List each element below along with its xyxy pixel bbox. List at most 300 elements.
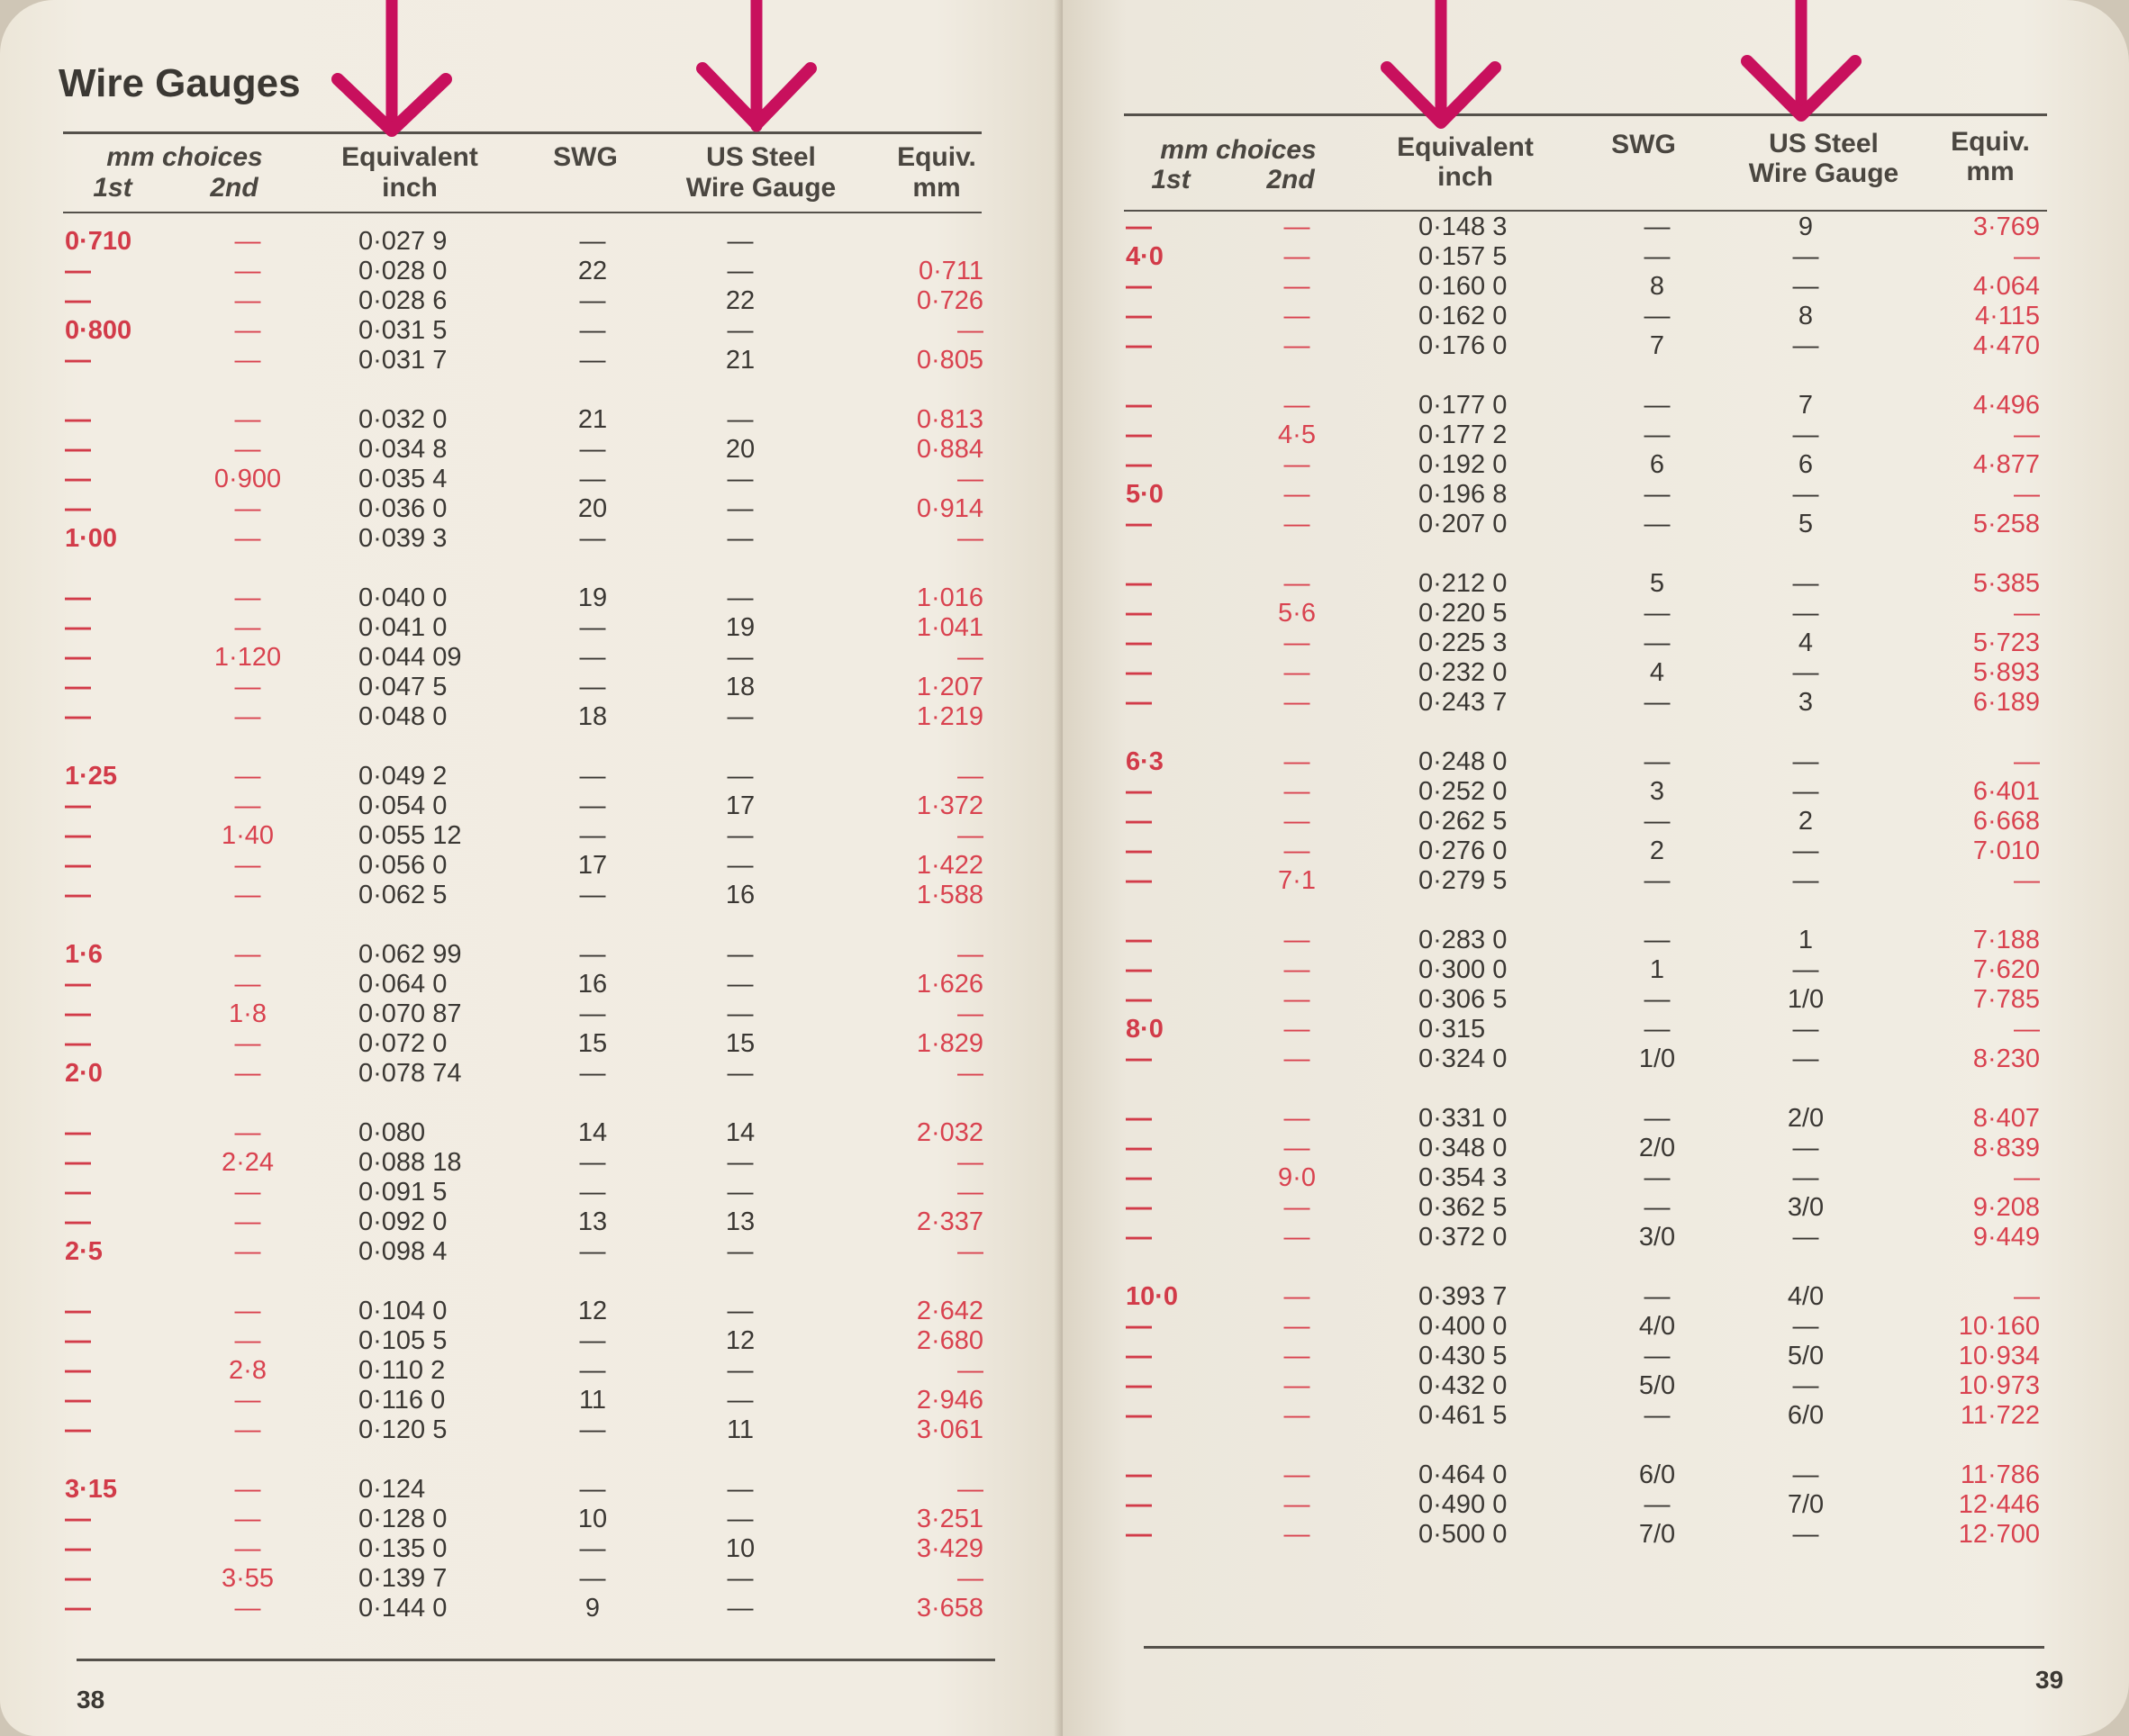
us-steel-value: 18 — [725, 673, 756, 701]
left-page — [0, 0, 1063, 1736]
equiv-mm: 2·946 — [916, 1386, 983, 1415]
equiv-mm: — — [2014, 747, 2040, 776]
table-row — [1063, 599, 2129, 628]
table-row — [1063, 391, 2129, 420]
swg-value: — — [579, 940, 606, 969]
swg-value: 1/0 — [1638, 1044, 1676, 1073]
us-steel-value: 16 — [725, 881, 756, 909]
first-choice: — — [1126, 628, 1152, 657]
header-swg: SWG — [553, 142, 618, 172]
us-steel-value: — — [1792, 1460, 1819, 1489]
first-choice: 0·710 — [65, 227, 132, 256]
table-row — [0, 702, 1063, 732]
header-equivalent: Equivalent — [1397, 132, 1534, 162]
swg-value: — — [579, 1148, 606, 1177]
us-steel-value: — — [1792, 272, 1819, 301]
table-row — [1063, 1401, 2129, 1431]
swg-value: — — [1644, 1193, 1671, 1222]
equiv-mm: 5·893 — [1972, 658, 2040, 687]
equiv-mm: — — [2014, 866, 2040, 895]
second-choice: — — [1283, 688, 1310, 717]
first-choice: 8·0 — [1126, 1015, 1164, 1044]
swg-value: — — [579, 1237, 606, 1266]
equivalent-inch: 0·031 7 — [358, 346, 448, 375]
table-row — [1063, 1104, 2129, 1134]
equiv-mm: 3·658 — [916, 1594, 983, 1623]
table-row — [1063, 747, 2129, 777]
equivalent-inch: 0·120 5 — [358, 1415, 448, 1444]
table-row — [0, 465, 1063, 494]
table-row — [0, 227, 1063, 257]
swg-value: — — [579, 762, 606, 791]
second-choice: — — [234, 257, 261, 285]
equivalent-inch: 0·139 7 — [358, 1564, 448, 1593]
header-second: 2nd — [1266, 165, 1315, 194]
first-choice: — — [65, 465, 91, 493]
second-choice: — — [234, 286, 261, 315]
first-choice: — — [1126, 1312, 1152, 1341]
equiv-mm: 4·877 — [1972, 450, 2040, 479]
equiv-mm: 1·207 — [916, 673, 983, 701]
second-choice: — — [234, 1415, 261, 1444]
table-row — [1063, 302, 2129, 331]
swg-value: — — [579, 791, 606, 820]
first-choice: — — [1126, 302, 1152, 330]
second-choice: — — [1283, 777, 1310, 806]
first-choice: — — [65, 1534, 91, 1563]
table-row — [0, 316, 1063, 346]
table-row — [1063, 1520, 2129, 1550]
second-choice: — — [1283, 836, 1310, 865]
equiv-mm: 11·722 — [1960, 1401, 2040, 1430]
second-choice: 9·0 — [1278, 1163, 1316, 1192]
second-choice: — — [234, 435, 261, 464]
equiv-mm: 7·188 — [1972, 926, 2040, 954]
swg-value: 7/0 — [1638, 1520, 1676, 1549]
swg-value: — — [1644, 1490, 1671, 1519]
us-steel-value: — — [727, 524, 754, 553]
second-choice: 2·8 — [229, 1356, 267, 1385]
header-mm-choices: mm choices — [106, 142, 263, 172]
us-steel-value: — — [1792, 1371, 1819, 1400]
equivalent-inch: 0·049 2 — [358, 762, 448, 791]
table-row — [1063, 1371, 2129, 1401]
table-row — [0, 791, 1063, 821]
table-row — [0, 1415, 1063, 1445]
header-us-steel: US Steel — [706, 142, 816, 172]
us-steel-value: — — [727, 762, 754, 791]
equivalent-inch: 0·062 99 — [358, 940, 462, 969]
equivalent-inch: 0·092 0 — [358, 1207, 448, 1236]
swg-value: — — [1644, 599, 1671, 628]
first-choice: — — [1126, 1490, 1152, 1519]
table-row — [1063, 1193, 2129, 1223]
first-choice: — — [65, 673, 91, 701]
equivalent-inch: 0·104 0 — [358, 1297, 448, 1325]
equiv-mm: 3·429 — [916, 1534, 983, 1563]
us-steel-value: — — [1792, 480, 1819, 509]
table-row — [0, 613, 1063, 643]
us-steel-value: 5/0 — [1787, 1342, 1825, 1370]
equivalent-inch: 0·135 0 — [358, 1534, 448, 1563]
equivalent-inch: 0·393 7 — [1418, 1282, 1508, 1311]
table-row — [1063, 658, 2129, 688]
first-choice: — — [1126, 1104, 1152, 1133]
equivalent-inch: 0·144 0 — [358, 1594, 448, 1623]
table-row — [0, 673, 1063, 702]
equiv-mm: 3·061 — [916, 1415, 983, 1444]
first-choice: — — [1126, 955, 1152, 984]
equivalent-inch: 0·348 0 — [1418, 1134, 1508, 1162]
table-row — [0, 435, 1063, 465]
us-steel-value: — — [727, 940, 754, 969]
table-row — [0, 494, 1063, 524]
first-choice: — — [1126, 985, 1152, 1014]
second-choice: — — [1283, 1520, 1310, 1549]
swg-value: 2 — [1649, 836, 1665, 865]
arrow-icon — [320, 0, 464, 144]
second-choice: — — [234, 762, 261, 791]
second-choice: — — [1283, 807, 1310, 836]
table-row — [1063, 1223, 2129, 1252]
first-choice: — — [1126, 1460, 1152, 1489]
second-choice: — — [234, 494, 261, 523]
swg-value: 11 — [578, 1386, 607, 1415]
swg-value: — — [1644, 1401, 1671, 1430]
swg-value: — — [1644, 1342, 1671, 1370]
second-choice: — — [1283, 391, 1310, 420]
equiv-mm: — — [2014, 1015, 2040, 1044]
swg-value: 5 — [1649, 569, 1665, 598]
header-second: 2nd — [210, 173, 258, 203]
swg-value: — — [1644, 212, 1671, 241]
equivalent-inch: 0·048 0 — [358, 702, 448, 731]
header-equivalent: Equivalent — [341, 142, 478, 172]
table-row — [1063, 569, 2129, 599]
equiv-mm: — — [957, 1564, 983, 1593]
table-row — [1063, 688, 2129, 718]
us-steel-value: 3/0 — [1787, 1193, 1825, 1222]
us-steel-value: — — [727, 1059, 754, 1088]
table-row — [0, 1356, 1063, 1386]
first-choice: — — [65, 1297, 91, 1325]
second-choice: — — [1283, 272, 1310, 301]
swg-value: — — [579, 1564, 606, 1593]
swg-value: 22 — [577, 257, 608, 285]
table-row — [1063, 777, 2129, 807]
swg-value: 3/0 — [1638, 1223, 1676, 1252]
equivalent-inch: 0·148 3 — [1418, 212, 1508, 241]
second-choice: — — [1283, 450, 1310, 479]
swg-value: — — [579, 286, 606, 315]
swg-value: — — [579, 465, 606, 493]
first-choice: — — [65, 1564, 91, 1593]
us-steel-value: 10 — [725, 1534, 756, 1563]
header-first: 1st — [1151, 165, 1191, 194]
us-steel-value: — — [1792, 420, 1819, 449]
swg-value: — — [1644, 480, 1671, 509]
second-choice: 1·40 — [221, 821, 275, 850]
us-steel-value: — — [727, 227, 754, 256]
second-choice: 5·6 — [1278, 599, 1316, 628]
second-choice: — — [234, 1475, 261, 1504]
us-steel-value: — — [727, 405, 754, 434]
swg-value: — — [1644, 926, 1671, 954]
equiv-mm: 2·680 — [916, 1326, 983, 1355]
swg-value: 20 — [577, 494, 608, 523]
equiv-mm: 9·208 — [1972, 1193, 2040, 1222]
equiv-mm: — — [957, 999, 983, 1028]
equivalent-inch: 0·232 0 — [1418, 658, 1508, 687]
table-row — [0, 405, 1063, 435]
second-choice: — — [1283, 1134, 1310, 1162]
second-choice: — — [234, 227, 261, 256]
equiv-mm: 8·839 — [1972, 1134, 2040, 1162]
second-choice: 2·24 — [221, 1148, 275, 1177]
table-row — [1063, 212, 2129, 242]
equivalent-inch: 0·028 6 — [358, 286, 448, 315]
equiv-mm: 0·711 — [918, 257, 983, 285]
second-choice: 0·900 — [213, 465, 282, 493]
first-choice: — — [1126, 866, 1152, 895]
first-choice: 5·0 — [1126, 480, 1164, 509]
swg-value: — — [1644, 510, 1671, 538]
swg-value: — — [1644, 1104, 1671, 1133]
equiv-mm: 7·785 — [1972, 985, 2040, 1014]
equivalent-inch: 0·034 8 — [358, 435, 448, 464]
second-choice: — — [234, 702, 261, 731]
us-steel-value: — — [727, 1237, 754, 1266]
first-choice: 0·800 — [65, 316, 132, 345]
second-choice: — — [1283, 302, 1310, 330]
second-choice: — — [234, 1118, 261, 1147]
table-row — [0, 1505, 1063, 1534]
us-steel-value: — — [727, 316, 754, 345]
table-row — [0, 1178, 1063, 1207]
swg-value: — — [579, 227, 606, 256]
second-choice: — — [1283, 1342, 1310, 1370]
equivalent-inch: 0·225 3 — [1418, 628, 1508, 657]
header-top-rule — [63, 131, 982, 134]
second-choice: — — [234, 1386, 261, 1415]
us-steel-value: 7 — [1798, 391, 1814, 420]
table-row — [0, 286, 1063, 316]
page-number-left: 38 — [77, 1686, 105, 1713]
us-steel-value: — — [727, 1505, 754, 1533]
first-choice: — — [1126, 450, 1152, 479]
first-choice: — — [1126, 777, 1152, 806]
equivalent-inch: 0·078 74 — [358, 1059, 462, 1088]
swg-value: 8 — [1649, 272, 1665, 301]
table-row — [0, 999, 1063, 1029]
us-steel-value: — — [727, 1475, 754, 1504]
second-choice: — — [234, 613, 261, 642]
swg-value: 5/0 — [1638, 1371, 1676, 1400]
equivalent-inch: 0·044 09 — [358, 643, 462, 672]
us-steel-value: 6 — [1798, 450, 1814, 479]
equivalent-inch: 0·027 9 — [358, 227, 448, 256]
second-choice: — — [1283, 1401, 1310, 1430]
swg-value: — — [1644, 242, 1671, 271]
second-choice: — — [1283, 1460, 1310, 1489]
equivalent-inch: 0·157 5 — [1418, 242, 1508, 271]
second-choice: — — [234, 940, 261, 969]
first-choice: — — [1126, 688, 1152, 717]
us-steel-value: — — [727, 970, 754, 999]
page-title: Wire Gauges — [59, 61, 301, 105]
equiv-mm: — — [2014, 1282, 2040, 1311]
equiv-mm: — — [957, 643, 983, 672]
first-choice: — — [65, 1594, 91, 1623]
footer-rule — [1144, 1646, 2044, 1649]
first-choice: — — [1126, 599, 1152, 628]
us-steel-value: 21 — [725, 346, 756, 375]
second-choice: — — [1283, 1371, 1310, 1400]
equivalent-inch: 0·432 0 — [1418, 1371, 1508, 1400]
us-steel-value: — — [1792, 777, 1819, 806]
header-swg: SWG — [1611, 130, 1676, 159]
equiv-mm: — — [2014, 480, 2040, 509]
table-row — [1063, 450, 2129, 480]
swg-value: — — [1644, 688, 1671, 717]
first-choice: — — [65, 999, 91, 1028]
equivalent-inch: 0·116 0 — [358, 1386, 446, 1415]
second-choice: — — [234, 346, 261, 375]
equiv-mm: 7·620 — [1972, 955, 2040, 984]
first-choice: — — [65, 1415, 91, 1444]
us-steel-value: — — [1792, 331, 1819, 360]
first-choice: — — [1126, 1163, 1152, 1192]
first-choice: — — [65, 1029, 91, 1058]
first-choice: — — [65, 435, 91, 464]
table-row — [1063, 510, 2129, 539]
second-choice: — — [234, 791, 261, 820]
swg-value: — — [579, 524, 606, 553]
swg-value: 18 — [577, 702, 608, 731]
first-choice: — — [65, 1207, 91, 1236]
second-choice: 1·8 — [229, 999, 267, 1028]
second-choice: — — [1283, 331, 1310, 360]
equiv-mm: — — [957, 465, 983, 493]
table-row — [1063, 1044, 2129, 1074]
swg-value: 21 — [577, 405, 608, 434]
equiv-mm: — — [957, 1475, 983, 1504]
equiv-mm: 12·700 — [1958, 1520, 2040, 1549]
second-choice: — — [234, 1029, 261, 1058]
equiv-mm: 7·010 — [1972, 836, 2040, 865]
table-row — [0, 1237, 1063, 1267]
swg-value: 1 — [1649, 955, 1665, 984]
us-steel-value: — — [727, 702, 754, 731]
first-choice: — — [1126, 1193, 1152, 1222]
equivalent-inch: 0·464 0 — [1418, 1460, 1508, 1489]
second-choice: — — [1283, 1044, 1310, 1073]
second-choice: — — [1283, 658, 1310, 687]
header-us-steel: US Steel — [1769, 129, 1879, 158]
second-choice: — — [234, 524, 261, 553]
second-choice: — — [234, 405, 261, 434]
swg-value: — — [579, 1415, 606, 1444]
equivalent-inch: 0·500 0 — [1418, 1520, 1508, 1549]
us-steel-value: — — [1792, 955, 1819, 984]
swg-value: 14 — [577, 1118, 608, 1147]
equiv-mm: 0·726 — [916, 286, 983, 315]
second-choice: — — [1283, 1490, 1310, 1519]
first-choice: — — [65, 583, 91, 612]
us-steel-value: 3 — [1798, 688, 1814, 717]
equiv-mm: 12·446 — [1958, 1490, 2040, 1519]
second-choice: — — [234, 1059, 261, 1088]
first-choice: — — [65, 702, 91, 731]
equiv-mm: 3·769 — [1972, 212, 2040, 241]
second-choice: — — [1283, 1193, 1310, 1222]
first-choice: 4·0 — [1126, 242, 1164, 271]
equiv-mm: 1·372 — [916, 791, 983, 820]
table-row — [0, 1207, 1063, 1237]
equivalent-inch: 0·243 7 — [1418, 688, 1508, 717]
second-choice: — — [234, 1297, 261, 1325]
us-steel-value: 11 — [726, 1415, 755, 1444]
equivalent-inch: 0·196 8 — [1418, 480, 1508, 509]
equivalent-inch: 0·212 0 — [1418, 569, 1508, 598]
equivalent-inch: 0·354 3 — [1418, 1163, 1508, 1192]
table-row — [1063, 420, 2129, 450]
second-choice: — — [1283, 1282, 1310, 1311]
equiv-mm: — — [2014, 599, 2040, 628]
first-choice: — — [1126, 420, 1152, 449]
table-row — [0, 881, 1063, 910]
second-choice: — — [1283, 628, 1310, 657]
equivalent-inch: 0·315 — [1418, 1015, 1486, 1044]
arrow-icon — [1729, 0, 1873, 144]
table-row — [1063, 1134, 2129, 1163]
equivalent-inch: 0·324 0 — [1418, 1044, 1508, 1073]
us-steel-value: — — [1792, 1044, 1819, 1073]
second-choice: — — [1283, 1015, 1310, 1044]
equivalent-inch: 0·055 12 — [358, 821, 462, 850]
us-steel-value: — — [1792, 569, 1819, 598]
second-choice: — — [234, 1534, 261, 1563]
table-row — [1063, 807, 2129, 836]
second-choice: — — [234, 1178, 261, 1207]
swg-value: 4 — [1649, 658, 1665, 687]
equivalent-inch: 0·110 2 — [358, 1356, 446, 1385]
equivalent-inch: 0·177 0 — [1418, 391, 1508, 420]
equiv-mm: — — [957, 1178, 983, 1207]
us-steel-value: — — [727, 1356, 754, 1385]
first-choice: 1·6 — [65, 940, 103, 969]
equivalent-inch: 0·192 0 — [1418, 450, 1508, 479]
equiv-mm: 0·914 — [916, 494, 983, 523]
equiv-mm: — — [957, 1356, 983, 1385]
equivalent-inch: 0·400 0 — [1418, 1312, 1508, 1341]
us-steel-value: 7/0 — [1787, 1490, 1825, 1519]
equiv-mm: 0·813 — [916, 405, 983, 434]
table-row — [0, 643, 1063, 673]
second-choice: — — [234, 1326, 261, 1355]
equiv-mm: 8·407 — [1972, 1104, 2040, 1133]
table-row — [1063, 480, 2129, 510]
first-choice: — — [65, 405, 91, 434]
first-choice: — — [1126, 331, 1152, 360]
equiv-mm: 4·496 — [1972, 391, 2040, 420]
swg-value: — — [1644, 866, 1671, 895]
us-steel-value: — — [727, 1386, 754, 1415]
equiv-mm: — — [957, 940, 983, 969]
second-choice: — — [1283, 569, 1310, 598]
arrow-icon — [1369, 0, 1513, 144]
first-choice: 1·25 — [65, 762, 118, 791]
